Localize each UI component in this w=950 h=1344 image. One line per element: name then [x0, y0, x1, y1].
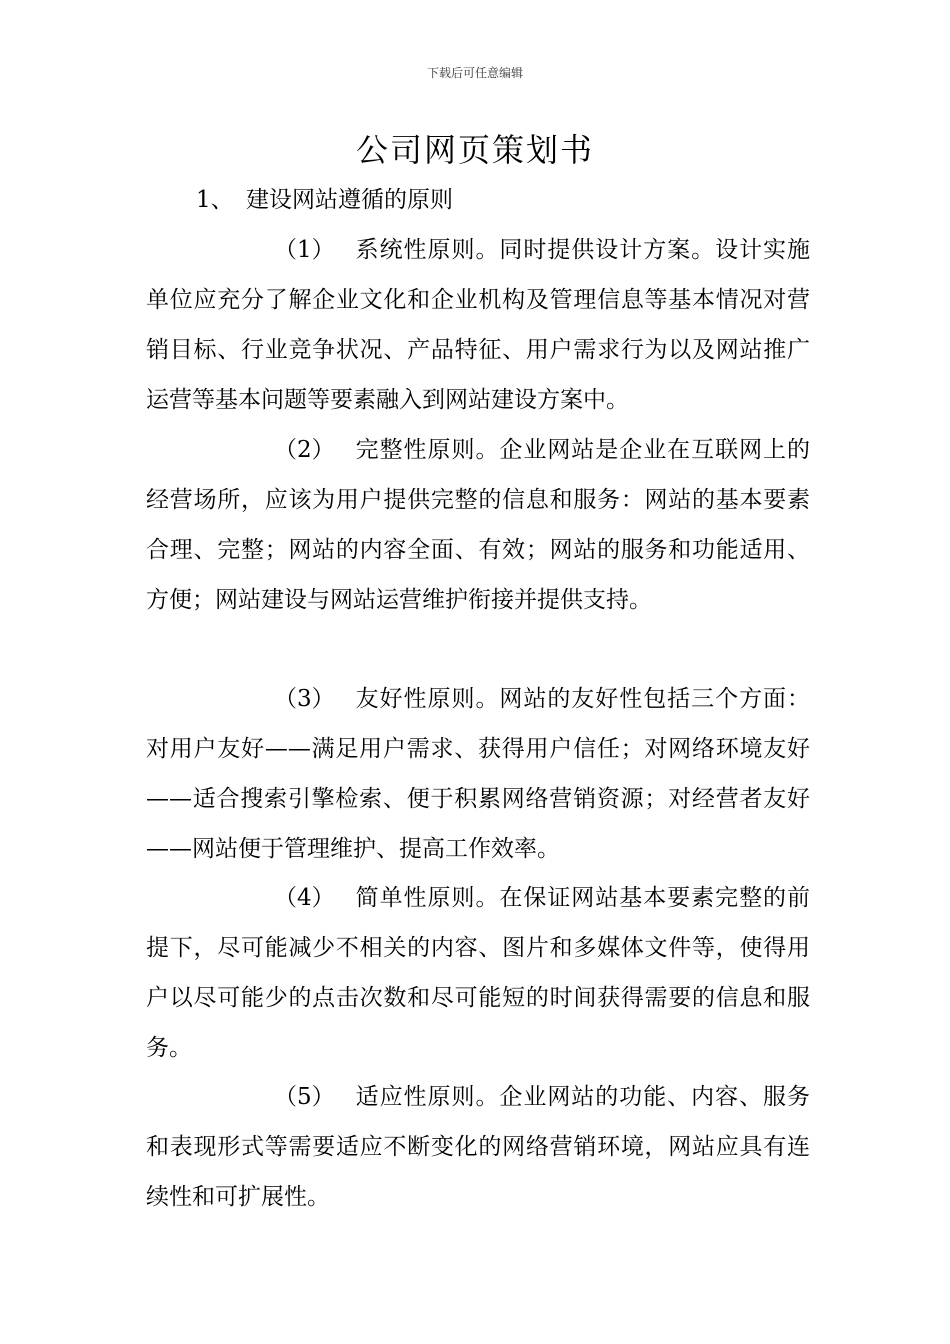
paragraph-label: （3）	[274, 686, 335, 712]
paragraph-text: 友好性原则。网站的友好性包括三个方面：对用户友好——满足用户需求、获得用户信任；对网络环境友好——适合搜索引擎检索、便于积累网络营销资源；对经营者友好——网站便于管理维护、提高工作效率。	[146, 686, 810, 862]
section-number: 1、	[196, 187, 234, 213]
paragraph-principle-4	[146, 873, 810, 1073]
section-heading-text: 建设网站遵循的原则	[246, 187, 453, 213]
paragraph-text: 适应性原则。企业网站的功能、内容、服务和表现形式等需要适应不断变化的网络营销环境，网站应具有连续性和可扩展性。	[146, 1084, 810, 1210]
paragraph-text: 完整性原则。企业网站是企业在互联网上的经营场所，应该为用户提供完整的信息和服务：网站的基本要素合理、完整；网站的内容全面、有效；网站的服务和功能适用、方便；网站建设与网站运营维护衔接并提供支持。	[146, 437, 810, 613]
paragraph-text: 系统性原则。同时提供设计方案。设计实施单位应充分了解企业文化和企业机构及管理信息等基本情况对营销目标、行业竞争状况、产品特征、用户需求行为以及网站推广运营等基本问题等要素融入到网站建设方案中。	[146, 237, 810, 413]
paragraph-label: （4）	[274, 885, 335, 911]
paragraph-label: （5）	[274, 1084, 335, 1110]
paragraph-principle-1	[146, 225, 810, 425]
document-title: 公司网页策划书	[355, 131, 594, 169]
paragraph-text: 简单性原则。在保证网站基本要素完整的前提下，尽可能减少不相关的内容、图片和多媒体文件等，使得用户以尽可能少的点击次数和尽可能短的时间获得需要的信息和服务。	[146, 885, 810, 1061]
section-heading	[196, 180, 453, 220]
paragraph-principle-3	[146, 674, 810, 874]
paragraph-label: （2）	[274, 437, 335, 463]
paragraph-principle-5	[146, 1072, 810, 1222]
header-note: 下载后可任意编辑	[426, 66, 523, 80]
paragraph-principle-2	[146, 425, 810, 625]
paragraph-label: （1）	[274, 237, 335, 263]
